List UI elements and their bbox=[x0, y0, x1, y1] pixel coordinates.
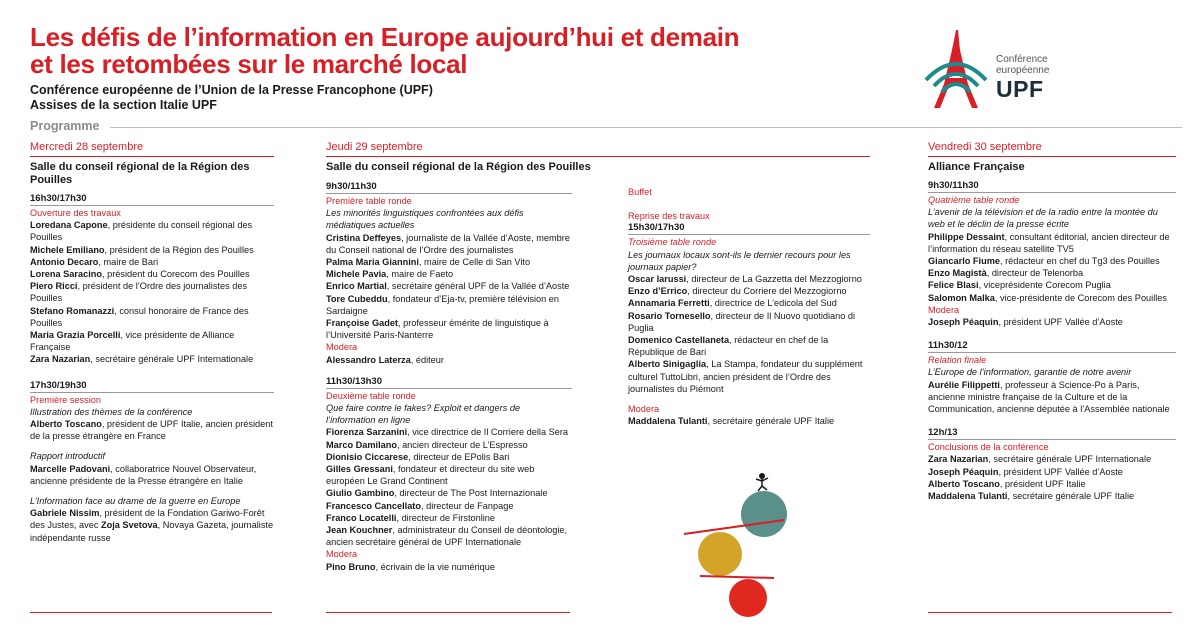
session-time: 16h30/17h30 bbox=[30, 193, 87, 204]
modera-label: Modera bbox=[928, 304, 960, 315]
speaker bbox=[628, 358, 870, 395]
speaker-role: , Novaya Gazeta, journaliste indépendante russe bbox=[30, 520, 274, 543]
page-subtitle bbox=[30, 83, 433, 113]
speaker bbox=[30, 268, 274, 280]
speaker bbox=[928, 279, 1176, 291]
speaker bbox=[30, 256, 274, 268]
speaker-name: Salomon Malka bbox=[928, 292, 995, 303]
speaker-role: , directeur de The Post Internazionale bbox=[394, 488, 548, 499]
venue: Salle du conseil régional de la Région des Pouilles bbox=[30, 161, 250, 186]
speaker-role: , maire de Bari bbox=[98, 256, 159, 267]
logo-line-2: européenne bbox=[996, 65, 1050, 76]
modera-label: Modera bbox=[326, 549, 358, 560]
speaker bbox=[326, 500, 572, 512]
speaker-name: Domenico Castellaneta bbox=[628, 335, 730, 346]
subtitle-line-1: Conférence européenne de l’Union de la Presse Francophone (UPF) bbox=[30, 83, 433, 97]
speaker-role: , journaliste de la Vallée d’Aoste, membre du Conseil national de l’Ordre des journalistes bbox=[326, 232, 570, 255]
session-title: Relation finale bbox=[928, 355, 987, 366]
balancing-balls-illustration bbox=[680, 470, 800, 620]
day-divider bbox=[928, 156, 1176, 157]
speaker-role: , collaboratrice Nouvel Observateur, ancienne présidente de la Presse étrangère en Italie bbox=[30, 463, 257, 486]
speaker-name: Francesco Cancellato bbox=[326, 500, 421, 511]
buffet-label: Buffet bbox=[628, 187, 652, 197]
speaker-role: , vice présidente de Alliance Française bbox=[30, 330, 235, 353]
speaker-name: Joseph Péaquin bbox=[928, 317, 999, 328]
speaker-role: , président de l’Ordre des journalistes des Pouilles bbox=[30, 281, 248, 304]
speaker-role: , directeur de Telenorba bbox=[986, 268, 1084, 279]
speaker bbox=[326, 451, 572, 463]
logo-upf: UPF bbox=[996, 76, 1044, 102]
speaker-role: , vice directrice de Il Corriere della Sera bbox=[407, 427, 569, 438]
speaker-role: , administrateur du Conseil de déontologie, ancien secrétaire général de UPF Internationale bbox=[326, 525, 568, 548]
speaker bbox=[628, 297, 870, 309]
speaker bbox=[928, 490, 1176, 502]
session-title: Ouverture des travaux bbox=[30, 208, 121, 218]
speaker-name: Marco Damilano bbox=[326, 439, 397, 450]
speaker-role: , professeur émérite de linguistique à l’Université Paris-Nanterre bbox=[326, 318, 549, 341]
speaker-role: , directeur de Il Nuovo quotidiano di Puglia bbox=[628, 310, 856, 333]
speaker-role: , président de la Région des Pouilles bbox=[104, 244, 254, 255]
session-time: 12h/13 bbox=[928, 427, 958, 439]
speaker-role: , président de la Fondation Gariwo-Forêt des Justes, avec bbox=[30, 508, 265, 531]
speaker bbox=[326, 439, 572, 451]
speaker bbox=[628, 273, 870, 285]
speaker-name: Zoja Svetova bbox=[100, 520, 158, 531]
speaker-name: Françoise Gadet bbox=[326, 318, 398, 329]
speaker-name: Joseph Péaquin bbox=[928, 466, 999, 477]
speaker bbox=[30, 418, 274, 442]
session-time: 9h30/11h30 bbox=[928, 180, 979, 191]
time-divider bbox=[326, 193, 572, 194]
subtitle-line-2: Assises de la section Italie UPF bbox=[30, 98, 217, 112]
speaker-role: , directeur de EPolis Bari bbox=[408, 451, 510, 462]
venue: Alliance Française bbox=[928, 161, 1025, 173]
speaker-name: Zara Nazarian bbox=[30, 354, 91, 365]
page-title bbox=[30, 24, 890, 78]
speaker-role: , rédacteur en chef de la République de Bari bbox=[628, 335, 829, 358]
speaker bbox=[30, 280, 274, 304]
title-line-1: Les défis de l’information en Europe aujourd’hui et demain bbox=[30, 22, 740, 52]
session-time: 9h30/11h30 bbox=[326, 181, 377, 192]
speaker-role: , directrice de L’edicola del Sud bbox=[709, 298, 837, 309]
speaker bbox=[30, 305, 274, 329]
session-title: Première session bbox=[30, 394, 101, 405]
speaker-role: , secrétaire générale UPF Internationale bbox=[988, 454, 1152, 465]
speaker-role: , vice-présidente de Corecom des Pouilles bbox=[994, 292, 1167, 303]
session-theme: Les journaux locaux sont-ils le dernier recours pour les journaux papier? bbox=[628, 249, 851, 272]
speaker-role: , directeur de Fanpage bbox=[420, 500, 514, 511]
speaker-role: , président du Corecom des Pouilles bbox=[102, 269, 250, 280]
column-bottom-divider bbox=[928, 612, 1172, 613]
session-theme: L’avenir de la télévision et de la radio entre la montée du web et le déclin de la presse écrite bbox=[928, 207, 1158, 230]
speaker-role: , rédacteur en chef du Tg3 des Pouilles bbox=[1000, 256, 1160, 267]
speaker bbox=[928, 255, 1176, 267]
speaker-role: , maire de Faeto bbox=[386, 269, 454, 280]
speaker bbox=[326, 280, 572, 292]
speaker-name: Stefano Romanazzi bbox=[30, 305, 115, 316]
speaker-name: Enrico Martial bbox=[326, 281, 387, 292]
speaker bbox=[928, 379, 1176, 416]
speaker-name: Maria Grazia Porcelli bbox=[30, 330, 121, 341]
moderator bbox=[326, 561, 572, 573]
speaker-role: , président de UPF Italie, ancien président de la presse étrangère en France bbox=[30, 419, 273, 442]
moderator bbox=[628, 415, 870, 427]
speaker-name: Alessandro Laterza bbox=[326, 354, 411, 365]
speaker bbox=[30, 463, 274, 487]
speaker bbox=[928, 466, 1176, 478]
speaker bbox=[928, 292, 1176, 304]
speaker-name: Michele Pavia bbox=[326, 269, 387, 280]
speaker-name: Palma Maria Giannini bbox=[326, 257, 419, 268]
speaker-name: Giulio Gambino bbox=[326, 488, 395, 499]
speaker-name: Jean Kouchner bbox=[326, 525, 393, 536]
time-divider bbox=[928, 439, 1176, 440]
modera-label: Modera bbox=[628, 404, 660, 415]
speaker bbox=[326, 463, 572, 487]
time-divider bbox=[928, 192, 1176, 193]
speaker bbox=[30, 219, 274, 243]
speaker-name: Maddalena Tulanti bbox=[628, 416, 708, 427]
column-bottom-divider bbox=[30, 612, 272, 613]
session-theme: Les minorités linguistiques confrontées aux défis médiatiques actuelles bbox=[326, 208, 524, 231]
speaker bbox=[928, 267, 1176, 279]
speaker-name: Gabriele Nissim bbox=[30, 508, 100, 519]
speaker-role: , directeur de La Gazzetta del Mezzogiorno bbox=[686, 274, 862, 285]
session-time: 11h30/12 bbox=[928, 340, 968, 352]
subsection-heading: Rapport introductif bbox=[30, 451, 106, 462]
speaker-name: Alberto Toscano bbox=[30, 419, 102, 430]
speaker-name: Oscar Iarussi bbox=[628, 274, 687, 285]
speaker-name: Cristina Deffeyes bbox=[326, 232, 402, 243]
speaker bbox=[326, 426, 572, 438]
programme-divider bbox=[110, 127, 1182, 128]
speaker bbox=[928, 478, 1176, 490]
speaker-role: , éditeur bbox=[410, 354, 444, 365]
speaker bbox=[30, 329, 274, 353]
speaker-name: Pino Bruno bbox=[326, 561, 376, 572]
speaker bbox=[30, 507, 274, 544]
speaker-role: , secrétaire générale UPF Italie bbox=[1007, 491, 1135, 502]
speaker bbox=[326, 512, 572, 524]
speaker-name: Annamaria Ferretti bbox=[628, 298, 710, 309]
column-bottom-divider bbox=[326, 612, 570, 613]
subsection-heading: L’Information face au drame de la guerre en Europe bbox=[30, 496, 241, 507]
session-title: Troisième table ronde bbox=[628, 237, 717, 248]
speaker-role: , présidente du conseil régional des Pouilles bbox=[30, 220, 253, 243]
day-divider bbox=[326, 156, 870, 157]
speaker-name: Antonio Decaro bbox=[30, 256, 99, 267]
column-wednesday bbox=[30, 141, 274, 544]
speaker-name: Franco Locatelli bbox=[326, 512, 397, 523]
speaker-role: , directeur du Corriere del Mezzogiorno bbox=[687, 286, 847, 297]
speaker bbox=[326, 268, 572, 280]
moderator bbox=[326, 354, 572, 366]
session-time: 11h30/13h30 bbox=[326, 375, 382, 387]
speaker-role: , consultant éditorial, ancien directeur de l’information du réseau satellite TV5 bbox=[928, 231, 1170, 254]
speaker bbox=[326, 232, 572, 256]
speaker-role: , maire de Celle di San Vito bbox=[418, 257, 531, 268]
speaker-role: , La Stampa, fondateur du supplément culturel TuttoLibri, ancien président de l’Ordre des journalistes du Piémont bbox=[628, 359, 863, 394]
time-divider bbox=[326, 388, 572, 389]
speaker-name: Enzo d’Errico bbox=[628, 286, 688, 297]
speaker bbox=[628, 334, 870, 358]
venue: Salle du conseil régional de la Région des Pouilles bbox=[326, 161, 591, 173]
column-thursday-morning bbox=[326, 141, 591, 573]
speaker-role: , viceprésidente Corecom Puglia bbox=[978, 280, 1111, 291]
speaker-role: , président UPF Vallée d’Aoste bbox=[998, 466, 1123, 477]
time-divider bbox=[30, 392, 274, 393]
session-title: Première table ronde bbox=[326, 196, 412, 206]
speaker-name: Fiorenza Sarzanini bbox=[326, 427, 408, 438]
session-theme: L’Europe de l’information, garantie de notre avenir bbox=[928, 367, 1132, 378]
programme-label: Programme bbox=[30, 119, 100, 133]
speaker-name: Alberto Toscano bbox=[928, 478, 1000, 489]
speaker-name: Alberto Sinigaglia bbox=[628, 359, 707, 370]
speaker-name: Marcelle Padovani bbox=[30, 463, 111, 474]
speaker-name: Zara Nazarian bbox=[928, 454, 989, 465]
speaker bbox=[628, 310, 870, 334]
speaker bbox=[928, 453, 1176, 465]
speaker bbox=[326, 487, 572, 499]
session-theme: Que faire contre le fakes? Exploit et dangers de l’information en ligne bbox=[326, 403, 521, 426]
speaker-name: Lorena Saracino bbox=[30, 269, 102, 280]
speaker-name: Philippe Dessaint bbox=[928, 231, 1005, 242]
speaker-name: Maddalena Tulanti bbox=[928, 491, 1008, 502]
column-friday bbox=[928, 141, 1176, 502]
speaker-name: Tore Cubeddu bbox=[326, 293, 388, 304]
speaker-name: Enzo Magistà bbox=[928, 268, 987, 279]
column-thursday-afternoon bbox=[628, 186, 870, 427]
moderator bbox=[928, 316, 1176, 328]
session-title: Quatrième table ronde bbox=[928, 195, 1020, 205]
speaker bbox=[326, 524, 572, 548]
day-heading: Vendredi 30 septembre bbox=[928, 141, 1042, 153]
reprise-label: Reprise des travaux bbox=[628, 211, 710, 222]
speaker bbox=[628, 285, 870, 297]
speaker-role: , secrétaire générale UPF Italie bbox=[707, 416, 835, 427]
speaker-role: , fondateur et directeur du site web européen Le Grand Continent bbox=[326, 464, 535, 487]
session-theme: Illustration des thèmes de la conférence bbox=[30, 406, 193, 417]
speaker-role: , consul honoraire de France des Pouilles bbox=[30, 305, 249, 328]
speaker-role: , professeur à Science-Po à Paris, ancienne ministre française de la Culture et de la Communication, ancienne députée à l’Assemblée nationale bbox=[928, 379, 1170, 415]
title-line-2: et les retombées sur le marché local bbox=[30, 49, 468, 79]
session-time: 17h30/19h30 bbox=[30, 379, 87, 391]
speaker-role: , ancien directeur de L’Espresso bbox=[396, 439, 528, 450]
time-divider bbox=[628, 234, 870, 235]
speaker-role: , président UPF Italie bbox=[999, 478, 1086, 489]
day-heading: Mercredi 28 septembre bbox=[30, 141, 144, 153]
logo-line-1: Conférence bbox=[996, 54, 1048, 65]
speaker bbox=[326, 256, 572, 268]
speaker-name: Giancarlo Fiume bbox=[928, 256, 1000, 267]
speaker bbox=[326, 317, 572, 341]
eiffel-tower-logo-icon bbox=[920, 28, 992, 110]
time-divider bbox=[30, 205, 274, 206]
speaker-role: , écrivain de la vie numérique bbox=[375, 561, 496, 572]
speaker-role: , fondateur d’Eja-tv, première télévision en Sardaigne bbox=[326, 293, 560, 316]
day-heading: Jeudi 29 septembre bbox=[326, 141, 423, 153]
speaker-name: Rosario Tornesello bbox=[628, 310, 711, 321]
session-title: Deuxième table ronde bbox=[326, 390, 416, 401]
speaker bbox=[928, 231, 1176, 255]
speaker bbox=[326, 293, 572, 317]
modera-label: Modera bbox=[326, 342, 358, 353]
speaker-name: Aurélie Filippetti bbox=[928, 379, 1000, 390]
session-title: Conclusions de la conférence bbox=[928, 442, 1049, 453]
speaker-name: Piero Ricci bbox=[30, 281, 78, 292]
session-time: 15h30/17h30 bbox=[628, 222, 685, 234]
speaker bbox=[30, 244, 274, 256]
speaker-role: , secrétaire général UPF de la Vallée d’Aoste bbox=[386, 281, 570, 292]
speaker-name: Michele Emiliano bbox=[30, 244, 105, 255]
time-divider bbox=[928, 352, 1176, 353]
speaker-role: , président UPF Vallée d’Aoste bbox=[998, 317, 1123, 328]
speaker-name: Loredana Capone bbox=[30, 220, 108, 231]
speaker-name: Dionisio Ciccarese bbox=[326, 451, 409, 462]
speaker-role: , secrétaire générale UPF Internationale bbox=[90, 354, 254, 365]
speaker-name: Gilles Gressani bbox=[326, 464, 393, 475]
day-divider bbox=[30, 156, 274, 157]
speaker-role: , directeur de Firstonline bbox=[396, 512, 496, 523]
speaker-name: Felice Blasi bbox=[928, 280, 979, 291]
logo-caption bbox=[996, 54, 1049, 76]
speaker bbox=[30, 353, 274, 365]
